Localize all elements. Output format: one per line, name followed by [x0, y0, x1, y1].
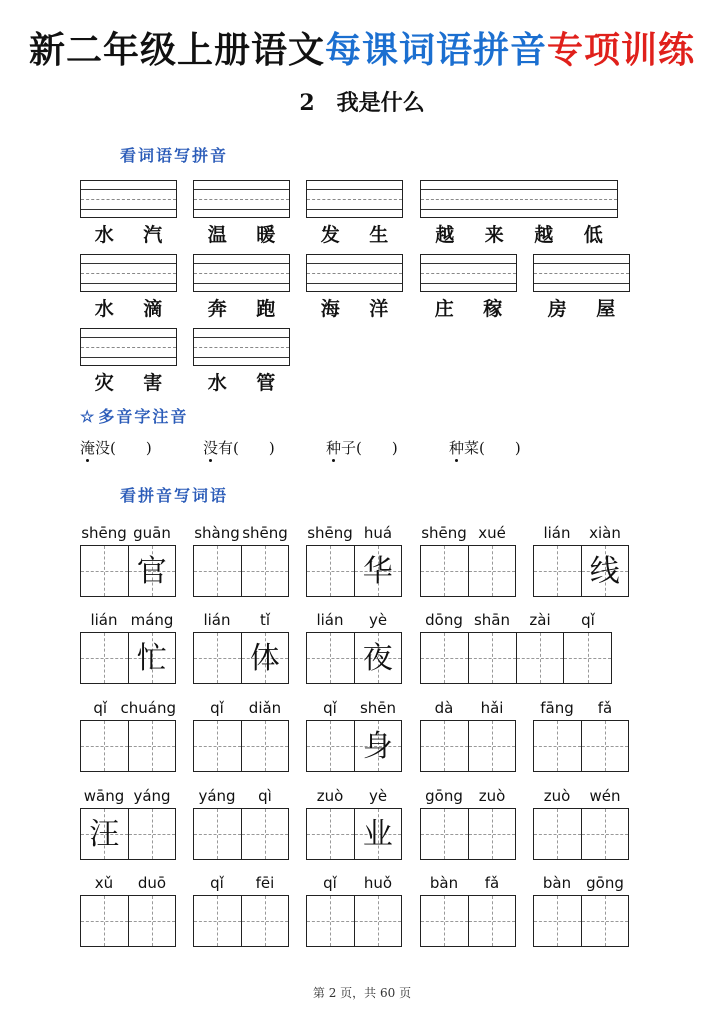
pinyin-syllable: fēi: [255, 874, 275, 892]
pinyin-writing-box[interactable]: [533, 254, 630, 292]
grid-cell[interactable]: [81, 809, 128, 859]
word-item: [306, 294, 403, 321]
character-grid[interactable]: [193, 895, 289, 947]
pinyin-syllable: guān: [133, 524, 171, 542]
word-char: 来: [484, 224, 504, 246]
word-char: 庄: [434, 298, 454, 320]
section-polyphone-heading: [80, 404, 188, 427]
grid-cell[interactable]: [354, 896, 402, 946]
character-grid[interactable]: [80, 720, 176, 772]
pinyin-writing-box[interactable]: [193, 180, 290, 218]
character-grid[interactable]: [533, 895, 629, 947]
pinyin-label: [80, 787, 176, 805]
pinyin-syllable: xué: [478, 524, 506, 542]
word-char: 海: [320, 298, 340, 320]
character-grid[interactable]: [80, 545, 176, 597]
grid-char: 汪: [89, 817, 120, 852]
word-char: 低: [583, 224, 603, 246]
word-item: [420, 294, 517, 321]
pinyin-syllable: lián: [316, 611, 344, 629]
pinyin-syllable: fǎ: [484, 874, 500, 892]
pinyin-syllable: shān: [473, 611, 511, 629]
pinyin-syllable: shēn: [359, 699, 397, 717]
pinyin-label: [80, 874, 176, 892]
grid-cell[interactable]: [581, 896, 629, 946]
grid-cell[interactable]: [421, 546, 468, 596]
character-grid[interactable]: [306, 632, 402, 684]
pinyin-syllable: dōng: [425, 611, 463, 629]
page-title: [0, 22, 724, 73]
grid-cell[interactable]: [241, 633, 289, 683]
character-grid[interactable]: [193, 808, 289, 860]
pinyin-syllable: qǐ: [323, 699, 337, 717]
pinyin-syllable: gōng: [425, 787, 463, 805]
word-item: [306, 220, 403, 247]
star-icon: ☆: [80, 407, 97, 426]
grid-char: 华: [362, 554, 393, 589]
pinyin-label: [193, 874, 289, 892]
character-grid[interactable]: [193, 632, 289, 684]
grid-cell[interactable]: [194, 546, 241, 596]
pinyin-syllable: qǐ: [210, 874, 224, 892]
grid-cell[interactable]: [563, 633, 611, 683]
pinyin-writing-box[interactable]: [306, 180, 403, 218]
pinyin-writing-box[interactable]: [193, 254, 290, 292]
pinyin-syllable: qǐ: [581, 611, 595, 629]
pinyin-syllable: duō: [137, 874, 167, 892]
pinyin-syllable: fǎ: [597, 699, 613, 717]
word-item: [80, 368, 177, 395]
pinyin-label: [306, 611, 402, 629]
word-item: [80, 294, 177, 321]
polyphone-rest: 菜( ): [464, 439, 521, 457]
pinyin-syllable: huá: [363, 524, 393, 542]
pinyin-syllable: lián: [543, 524, 571, 542]
pinyin-label: [193, 699, 289, 717]
word-item: [80, 220, 177, 247]
pinyin-syllable: wāng: [83, 787, 125, 805]
pinyin-syllable: qǐ: [323, 874, 337, 892]
pinyin-syllable: gōng: [586, 874, 624, 892]
grid-char: 线: [589, 554, 620, 589]
pinyin-writing-box[interactable]: [193, 328, 290, 366]
pinyin-syllable: shàng: [194, 524, 240, 542]
character-grid[interactable]: [306, 720, 402, 772]
grid-char: 夜: [362, 641, 393, 676]
pinyin-syllable: hǎi: [480, 699, 504, 717]
polyphone-char: 种: [449, 439, 465, 457]
grid-cell[interactable]: [468, 721, 516, 771]
grid-cell[interactable]: [128, 546, 176, 596]
pinyin-syllable: qǐ: [93, 699, 108, 717]
grid-cell[interactable]: [194, 809, 241, 859]
pinyin-syllable: máng: [130, 611, 174, 629]
grid-cell[interactable]: [581, 809, 629, 859]
grid-cell[interactable]: [194, 896, 241, 946]
pinyin-label: [420, 874, 516, 892]
word-char: 稼: [483, 298, 503, 320]
word-char: 暖: [256, 224, 276, 246]
pinyin-syllable: yáng: [198, 787, 236, 805]
grid-cell[interactable]: [128, 809, 176, 859]
polyphone-item[interactable]: [80, 437, 152, 458]
word-char: 屋: [596, 298, 616, 320]
pinyin-label: [80, 611, 176, 629]
character-grid[interactable]: [306, 545, 402, 597]
grid-cell[interactable]: [468, 809, 516, 859]
word-char: 洋: [369, 298, 389, 320]
word-char: 温: [207, 224, 227, 246]
pinyin-syllable: qǐ: [210, 699, 224, 717]
character-grid[interactable]: [420, 720, 516, 772]
grid-cell[interactable]: [516, 633, 564, 683]
grid-cell[interactable]: [128, 896, 176, 946]
grid-cell[interactable]: [421, 633, 468, 683]
character-grid[interactable]: [306, 808, 402, 860]
grid-cell[interactable]: [421, 809, 468, 859]
lesson-title: 2 我是什么: [299, 90, 425, 116]
word-char: 发: [320, 224, 340, 246]
grid-cell[interactable]: [354, 809, 402, 859]
pinyin-syllable: wén: [589, 787, 621, 805]
pinyin-label: [193, 524, 289, 542]
pinyin-label: [533, 524, 629, 542]
pinyin-label: [80, 699, 176, 717]
character-grid[interactable]: [533, 720, 629, 772]
grid-char: 体: [249, 641, 280, 676]
pinyin-syllable: zuò: [543, 787, 571, 805]
pinyin-syllable: zuò: [478, 787, 506, 805]
grid-char: 业: [362, 817, 393, 852]
character-grid[interactable]: [420, 545, 516, 597]
grid-cell[interactable]: [128, 633, 176, 683]
title-red: 专项训练: [547, 29, 696, 71]
pinyin-syllable: xiàn: [589, 524, 621, 542]
word-char: 越: [534, 224, 554, 246]
grid-cell[interactable]: [534, 896, 581, 946]
grid-cell[interactable]: [194, 633, 241, 683]
pinyin-syllable: yè: [368, 787, 388, 805]
pinyin-syllable: shēng: [81, 524, 127, 542]
word-char: 汽: [143, 224, 163, 246]
pinyin-syllable: chuáng: [120, 699, 176, 717]
pinyin-label: [80, 524, 176, 542]
character-grid[interactable]: [306, 895, 402, 947]
character-grid[interactable]: [193, 720, 289, 772]
pinyin-label: [193, 611, 289, 629]
word-item: [420, 220, 618, 247]
pinyin-syllable: qì: [258, 787, 272, 805]
character-grid[interactable]: [420, 895, 516, 947]
grid-cell[interactable]: [354, 546, 402, 596]
pinyin-label: [193, 787, 289, 805]
grid-cell[interactable]: [307, 809, 354, 859]
word-char: 房: [547, 298, 567, 320]
word-char: 管: [256, 372, 276, 394]
pinyin-label: [306, 524, 402, 542]
pinyin-syllable: yáng: [133, 787, 171, 805]
pinyin-label: [533, 699, 629, 717]
grid-char: 身: [362, 729, 393, 764]
grid-cell[interactable]: [241, 546, 289, 596]
grid-cell[interactable]: [241, 809, 289, 859]
character-grid[interactable]: [533, 545, 629, 597]
character-grid[interactable]: [80, 895, 176, 947]
pinyin-syllable: shēng: [307, 524, 353, 542]
pinyin-label: [420, 699, 516, 717]
grid-cell[interactable]: [534, 809, 581, 859]
pinyin-label: [306, 699, 402, 717]
grid-cell[interactable]: [468, 546, 516, 596]
character-grid[interactable]: [193, 545, 289, 597]
pinyin-syllable: zài: [529, 611, 551, 629]
polyphone-rest: 没( ): [95, 439, 152, 457]
character-grid[interactable]: [420, 808, 516, 860]
pinyin-syllable: bàn: [542, 874, 572, 892]
grid-char: 官: [136, 554, 167, 589]
grid-cell[interactable]: [421, 896, 468, 946]
word-item: [193, 220, 290, 247]
character-grid[interactable]: [80, 632, 176, 684]
pinyin-writing-box[interactable]: [80, 180, 177, 218]
pinyin-syllable: dà: [434, 699, 454, 717]
grid-cell[interactable]: [354, 633, 402, 683]
word-item: [533, 294, 630, 321]
pinyin-label: [420, 787, 516, 805]
pinyin-syllable: shēng: [421, 524, 467, 542]
section-write-words-heading: 看拼音写词语: [120, 486, 229, 505]
pinyin-syllable: huǒ: [363, 874, 393, 892]
polyphone-item[interactable]: [449, 437, 521, 458]
grid-cell[interactable]: [307, 721, 354, 771]
grid-cell[interactable]: [241, 721, 289, 771]
pinyin-label: [420, 611, 612, 629]
character-grid[interactable]: [533, 808, 629, 860]
pinyin-writing-box[interactable]: [80, 254, 177, 292]
pinyin-syllable: yè: [368, 611, 388, 629]
word-char: 水: [94, 298, 114, 320]
grid-cell[interactable]: [241, 896, 289, 946]
grid-cell[interactable]: [354, 721, 402, 771]
grid-cell[interactable]: [128, 721, 176, 771]
title-blue: 每课词语拼音: [324, 29, 547, 71]
grid-cell[interactable]: [81, 896, 128, 946]
polyphone-rest: 有( ): [218, 439, 275, 457]
pinyin-syllable: shēng: [242, 524, 288, 542]
word-char: 生: [369, 224, 389, 246]
polyphone-item[interactable]: [326, 437, 398, 458]
grid-cell[interactable]: [534, 721, 581, 771]
pinyin-writing-box[interactable]: [420, 180, 618, 218]
polyphone-char: 没: [203, 439, 219, 457]
grid-cell[interactable]: [581, 546, 629, 596]
word-char: 滴: [143, 298, 163, 320]
page-footer: 第 2 页，共 60 页: [312, 986, 412, 1000]
grid-cell[interactable]: [194, 721, 241, 771]
grid-cell[interactable]: [307, 633, 354, 683]
polyphone-char: 淹: [80, 439, 96, 457]
pinyin-writing-box[interactable]: [80, 328, 177, 366]
pinyin-label: [420, 524, 516, 542]
grid-cell[interactable]: [421, 721, 468, 771]
pinyin-syllable: diǎn: [248, 699, 282, 717]
grid-cell[interactable]: [468, 896, 516, 946]
pinyin-syllable: tǐ: [259, 611, 271, 629]
grid-cell[interactable]: [307, 546, 354, 596]
grid-cell[interactable]: [81, 633, 128, 683]
grid-cell[interactable]: [534, 546, 581, 596]
pinyin-label: [306, 787, 402, 805]
pinyin-syllable: xǔ: [94, 874, 114, 892]
section-write-pinyin-heading: 看词语写拼音: [120, 146, 229, 165]
grid-cell[interactable]: [468, 633, 516, 683]
word-item: [193, 368, 290, 395]
grid-cell[interactable]: [81, 721, 128, 771]
character-grid[interactable]: [80, 808, 176, 860]
pinyin-syllable: zuò: [316, 787, 344, 805]
word-char: 越: [435, 224, 455, 246]
character-grid[interactable]: [420, 632, 612, 684]
word-char: 水: [207, 372, 227, 394]
grid-char: 忙: [136, 641, 167, 676]
word-char: 害: [143, 372, 163, 394]
word-char: 跑: [256, 298, 276, 320]
pinyin-syllable: lián: [203, 611, 231, 629]
word-char: 奔: [207, 298, 227, 320]
pinyin-label: [533, 874, 629, 892]
polyphone-rest: 子( ): [341, 439, 398, 457]
section-polyphone-label: 多音字注音: [98, 407, 189, 426]
polyphone-item[interactable]: [203, 437, 275, 458]
pinyin-label: [533, 787, 629, 805]
pinyin-syllable: fāng: [540, 699, 574, 717]
word-item: [193, 294, 290, 321]
pinyin-writing-box[interactable]: [420, 254, 517, 292]
grid-cell[interactable]: [581, 721, 629, 771]
pinyin-label: [306, 874, 402, 892]
title-black: 新二年级上册语文: [28, 29, 325, 71]
grid-cell[interactable]: [307, 896, 354, 946]
pinyin-writing-box[interactable]: [306, 254, 403, 292]
word-char: 灾: [94, 372, 114, 394]
pinyin-syllable: lián: [90, 611, 118, 629]
polyphone-char: 种: [326, 439, 342, 457]
grid-cell[interactable]: [81, 546, 128, 596]
pinyin-syllable: bàn: [429, 874, 459, 892]
word-char: 水: [94, 224, 114, 246]
